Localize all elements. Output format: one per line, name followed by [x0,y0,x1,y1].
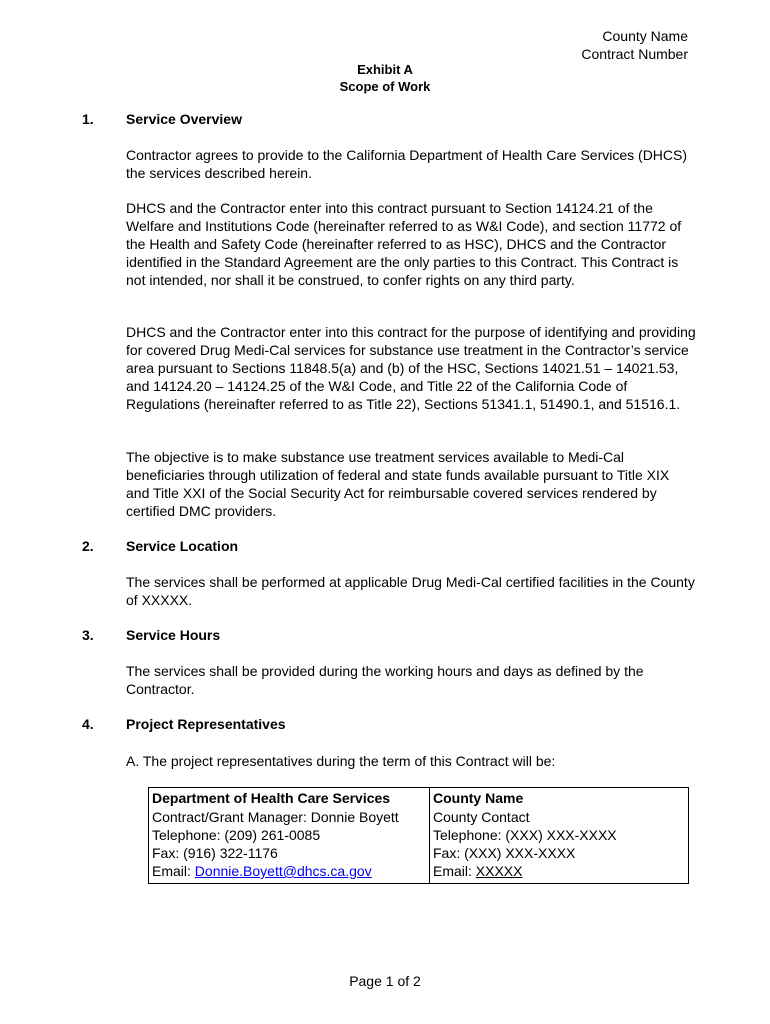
exhibit-subtitle: Scope of Work [339,79,431,94]
section-4-paragraph-1: A. The project representatives during the term of this Contract will be: [126,753,556,769]
dhcs-email-line [152,862,427,880]
section-4-number: 4. [82,716,94,732]
representatives-table [148,787,689,884]
county-telephone: Telephone: (XXX) XXX-XXXX [433,827,617,843]
section-1-title: Service Overview [126,111,242,127]
section-3-title: Service Hours [126,627,221,643]
dhcs-email-link[interactable]: Donnie.Boyett@dhcs.ca.gov [194,863,372,879]
section-2-title: Service Location [126,538,239,554]
exhibit-title: Exhibit A [357,62,413,77]
county-representative-cell [430,788,689,884]
section-2-paragraph-1: The services shall be performed at applicable Drug Medi-Cal certified facilities in the County of XXXXX. [126,574,695,608]
section-2-number: 2. [82,538,94,554]
section-4-title: Project Representatives [126,716,286,732]
table-row [149,788,689,884]
county-heading: County Name [433,790,524,806]
county-contact: County Contact [433,809,530,825]
section-1-paragraph-1: Contractor agrees to provide to the California Department of Health Care Services (DHCS) the services described herein. [126,147,688,181]
dhcs-telephone: Telephone: (209) 261-0085 [152,827,321,843]
county-name-label: County Name [602,28,688,44]
contract-number-label: Contract Number [581,46,688,62]
section-1-paragraph-2: DHCS and the Contractor enter into this contract pursuant to Section 14124.21 of the Welfare and Institutions Code (hereinafter referred to as W&I Code), and section 11772 of the Health and Safety Code (hereinafter referred to as HSC), DHCS and the Contractor identified in the Standard Agreement are the only parties to this Contract. This Contract is not intended, nor shall it be construed, to confer rights on any third party. [126,200,682,288]
section-3-number: 3. [82,627,94,643]
dhcs-heading: Department of Health Care Services [152,790,391,806]
county-email-line [433,862,686,880]
document-header [581,27,688,63]
county-fax: Fax: (XXX) XXX-XXXX [433,845,576,861]
page-number: Page 1 of 2 [349,973,421,989]
county-email-value: XXXXX [475,863,523,879]
dhcs-fax: Fax: (916) 322-1176 [152,845,278,861]
section-1-number: 1. [82,111,94,127]
dhcs-email-label: Email: [152,863,195,879]
county-email-label: Email: [433,863,476,879]
dhcs-representative-cell [149,788,430,884]
section-3-paragraph-1: The services shall be provided during the working hours and days as defined by the Contractor. [126,663,644,697]
section-1-paragraph-4: The objective is to make substance use treatment services available to Medi-Cal beneficiaries through utilization of federal and state funds available pursuant to Title XIX and Title XXI of the Social Security Act for reimbursable covered services rendered by certified DMC providers. [126,449,670,519]
dhcs-manager: Contract/Grant Manager: Donnie Boyett [152,809,399,825]
section-1-paragraph-3: DHCS and the Contractor enter into this contract for the purpose of identifying and providing for covered Drug Medi-Cal services for substance use treatment in the Contractor’s service area pursuant to Sections 11848.5(a) and (b) of the HSC, Sections 14021.51 – 14021.53, and 14124.20 – 14124.25 of the W&I Code, and Title 22 of the California Code of Regulations (hereinafter referred to as Title 22), Sections 51341.1, 51490.1, and 51516.1. [126,324,696,412]
